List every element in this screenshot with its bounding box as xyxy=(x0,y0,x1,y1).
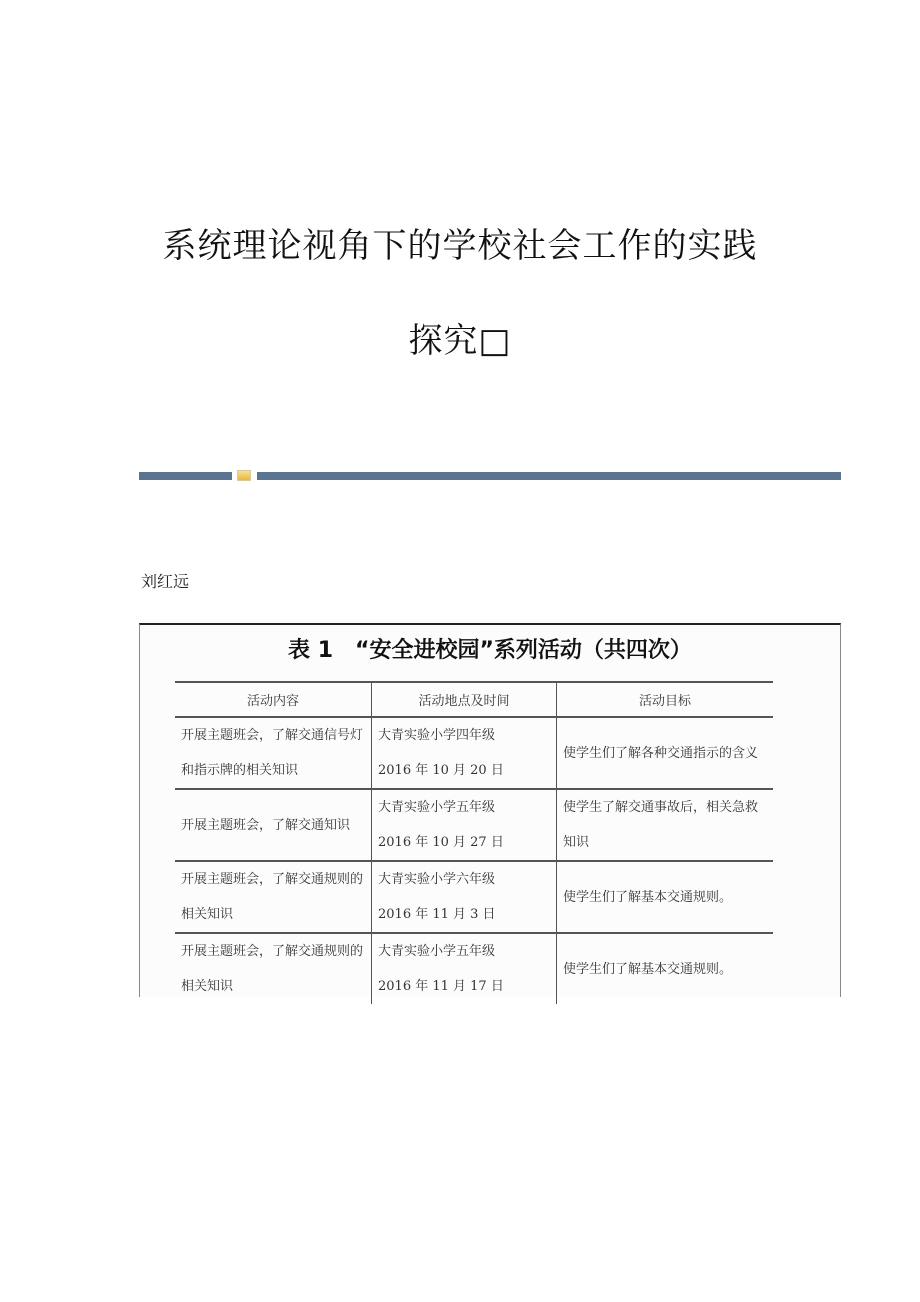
cell-goal: 使学生们了解各种交通指示的含义 xyxy=(557,717,774,789)
cell-place: 大青实验小学六年级 xyxy=(378,872,496,887)
cell-date: 2016 年 10 月 27 日 xyxy=(378,835,504,850)
cell-date: 2016 年 11 月 17 日 xyxy=(378,979,504,994)
cell-place: 大青实验小学四年级 xyxy=(378,728,496,743)
cell-place-time xyxy=(372,717,557,789)
header-place-time: 活动地点及时间 xyxy=(372,682,557,717)
header-content: 活动内容 xyxy=(175,682,372,717)
figure-caption: 表 1 “安全进校园”系列活动（共四次） xyxy=(288,638,692,663)
divider-bar-left xyxy=(139,472,232,480)
table-row xyxy=(175,933,773,1004)
cell-place-time xyxy=(372,789,557,861)
document-title-line-2: 探究□ xyxy=(408,321,512,361)
table-figure xyxy=(139,623,841,997)
cell-content: 开展主题班会，了解交通规则的相关知识 xyxy=(175,933,372,1004)
table-row xyxy=(175,861,773,933)
cell-content: 开展主题班会，了解交通规则的相关知识 xyxy=(175,861,372,933)
activity-table xyxy=(175,681,773,1004)
envelope-icon xyxy=(237,470,251,481)
cell-place-time xyxy=(372,861,557,933)
cell-content: 开展主题班会，了解交通信号灯和指示牌的相关知识 xyxy=(175,717,372,789)
table-row xyxy=(175,789,773,861)
cell-goal: 使学生们了解基本交通规则。 xyxy=(557,861,774,933)
cell-place: 大青实验小学五年级 xyxy=(378,800,496,815)
document-title-line-1: 系统理论视角下的学校社会工作的实践 xyxy=(162,226,758,266)
table-row xyxy=(175,717,773,789)
cell-date: 2016 年 11 月 3 日 xyxy=(378,907,496,922)
cell-content: 开展主题班会，了解交通知识 xyxy=(175,789,372,861)
cell-goal: 使学生了解交通事故后，相关急救知识 xyxy=(557,789,774,861)
divider-bar-right xyxy=(257,472,841,480)
author-name: 刘红远 xyxy=(141,572,190,591)
cell-place: 大青实验小学五年级 xyxy=(378,944,496,959)
header-goal: 活动目标 xyxy=(557,682,774,717)
cell-goal: 使学生们了解基本交通规则。 xyxy=(557,933,774,1004)
cell-date: 2016 年 10 月 20 日 xyxy=(378,763,504,778)
cell-place-time xyxy=(372,933,557,1004)
